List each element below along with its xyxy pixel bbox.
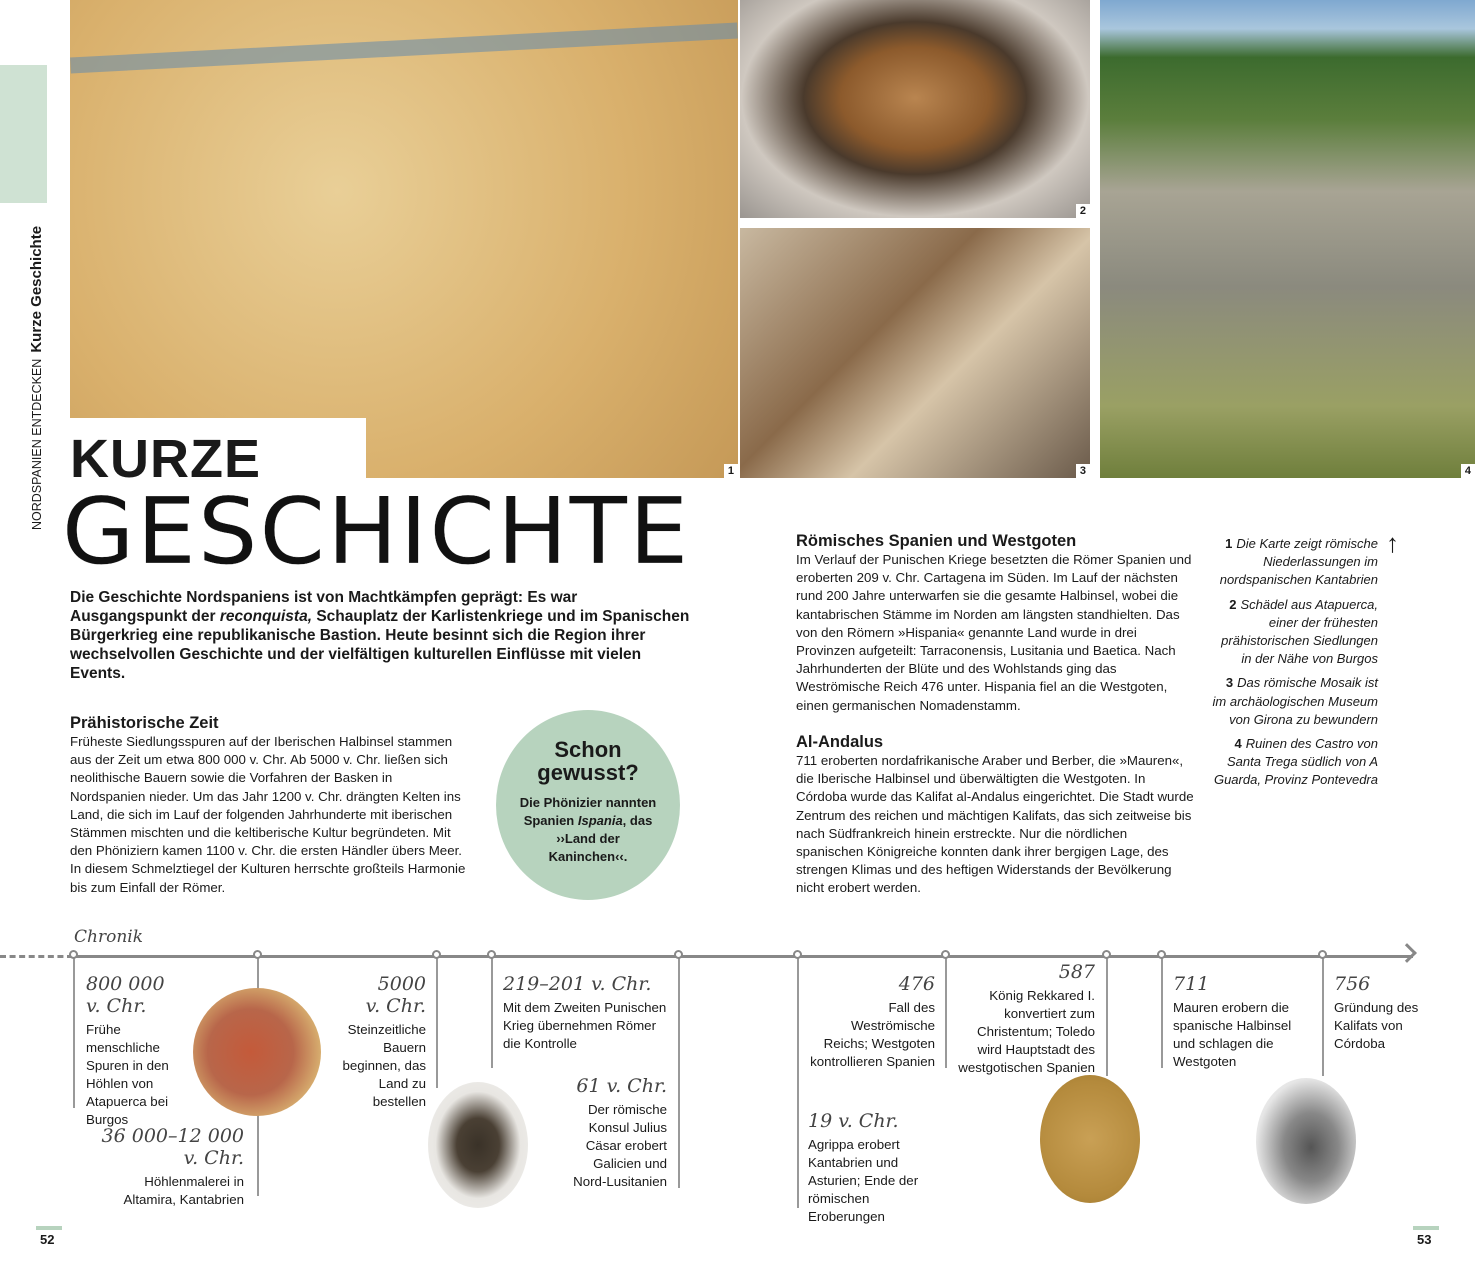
timeline-event: 756 Gründung des Kalifats von Córdoba — [1334, 973, 1419, 1051]
side-label — [28, 226, 45, 530]
portrait-image — [1256, 1078, 1356, 1204]
section-text: Im Verlauf der Punischen Kriege besetzten die Römer Spanien und eroberten 209 v. Chr. Cartagena im Süden. Im Lauf der nächsten rund 200 Jahre unterwarfen sie die gesamte Halbinsel, wobei die kantabrischen Stämme im Norden am längsten standhielten. Das von den Römern »Hispania« genannte Land wurde in drei Provinzen aufgeteilt: Tarraconensis, Lusitania und Baetica. Nach Jahrhunderten der Blüte und des Wohlstands ging das Weströmische Reich 476 unter. Hispania fiel an die Westgoten, einen germanischen Nomadenstamm. — [796, 552, 1192, 713]
caption: 4 Ruinen des Castro von Santa Trega südlich von A Guarda, Provinz Pontevedra — [1213, 736, 1378, 788]
caption: 3 Das römische Mosaik ist im archäologischen Museum von Girona zu bewundern — [1212, 675, 1378, 727]
photo-number: 3 — [1076, 464, 1090, 478]
timeline-event: 219–201 v. Chr. Mit dem Zweiten Punischen Krieg übernehmen Römer die Kontrolle — [503, 973, 667, 1051]
timeline-event: 5000 v. Chr. Steinzeitliche Bauern beginnen, das Land zu bestellen — [342, 973, 426, 1109]
cave-painting-image — [193, 988, 321, 1116]
photo-number: 1 — [724, 464, 738, 478]
arrow-up-icon: ↑ — [1386, 528, 1399, 558]
timeline-event: 19 v. Chr. Agrippa erobert Kantabrien und Asturien; Ende der römischen Eroberungen — [808, 1110, 919, 1224]
photo-map-cantabria — [70, 0, 738, 478]
section-text: 711 eroberten nordafrikanische Araber und Berber, die »Mauren«, die Iberische Halbinsel und überwältigten die Westgoten. In Córdoba wurde das Kalifat al-Andalus eingerichtet. Die Stadt wurde Zentrum des reichen und mächtigen Kalifats, das sich zeitweise bis nach Südfrankreich hinein erstreckte. Nur die nördlichen spanischen Königreiche konnten dank ihrer bergigen Lage, des strengen Klimas und des heftigen Widerstands der Bevölkerung nicht erobert werden. — [796, 753, 1194, 896]
arrow-right-icon — [1397, 943, 1417, 963]
timeline-event: 800 000 v. Chr. Frühe menschliche Spuren in den Höhlen von Atapuerca bei Burgos — [86, 973, 169, 1127]
chapter-label: Kurze Geschichte — [28, 225, 45, 353]
timeline-event: 36 000–12 000 v. Chr. Höhlenmalerei in Altamira, Kantabrien — [101, 1125, 244, 1207]
timeline-axis — [73, 955, 1413, 958]
lead-paragraph: Die Geschichte Nordspaniens ist von Machtkämpfen geprägt: Es war Ausgangspunkt der reconquista, Schauplatz der Karlistenkriege und im Spanischen Bürgerkrieg eine republikanische Bastion. Heute besinnt sich die Region ihrer wechselvollen Geschichte und der vielfältigen kulturellen Einflüsse mit vielen Events. — [70, 589, 690, 682]
section-al-andalus — [796, 733, 1196, 898]
title-line-1: KURZE — [70, 429, 261, 489]
fact-circle — [496, 710, 680, 900]
photo-mosaic — [740, 228, 1090, 478]
timeline-event: 587 König Rekkared I. konvertiert zum Christentum; Toledo wird Hauptstadt des westgotischen Spanien — [958, 961, 1095, 1075]
bronze-figure-image — [428, 1082, 528, 1208]
timeline-dash — [0, 955, 73, 958]
page-number-right: 53 — [1417, 1232, 1432, 1247]
photo-number: 4 — [1461, 464, 1475, 478]
photo-captions — [1210, 535, 1378, 796]
section-prehistoric — [70, 714, 470, 897]
title-line-2: GESCHICHTE — [61, 478, 691, 585]
photo-ruins — [1100, 0, 1475, 478]
timeline-label: Chronik — [74, 927, 144, 947]
section-roman — [796, 532, 1196, 715]
section-label: NORDSPANIEN ENTDECKEN — [30, 358, 44, 530]
timeline-event: 476 Fall des Weströmische Reichs; Westgoten kontrollieren Spanien — [810, 973, 935, 1069]
fact-title: Schon gewusst? — [537, 737, 639, 785]
page-number-left: 52 — [40, 1232, 55, 1247]
caption: 1 Die Karte zeigt römische Niederlassungen im nordspanischen Kantabrien — [1219, 536, 1378, 588]
timeline-event: 61 v. Chr. Der römische Konsul Julius Cäsar erobert Galicien und Nord-Lusitanien — [573, 1075, 667, 1189]
section-heading: Prähistorische Zeit — [70, 714, 219, 732]
chapter-tab — [0, 65, 47, 203]
caption: 2 Schädel aus Atapuerca, einer der frühesten prähistorischen Siedlungen in der Nähe von Burgos — [1221, 596, 1378, 667]
photo-skull — [740, 0, 1090, 218]
photo-number: 2 — [1076, 204, 1090, 218]
section-heading: Al-Andalus — [796, 733, 884, 751]
timeline-event: 711 Mauren erobern die spanische Halbinsel und schlagen die Westgoten — [1173, 973, 1292, 1069]
astrolabe-image — [1040, 1075, 1140, 1203]
fact-text: Die Phönizier nannten Spanien Ispania, das ››Land der Kaninchen‹‹. — [519, 795, 657, 864]
section-heading: Römisches Spanien und Westgoten — [796, 532, 1077, 550]
section-text: Früheste Siedlungsspuren auf der Iberischen Halbinsel stammen aus der Zeit um etwa 800 000 v. Chr. Ab 5000 v. Chr. ließen sich neolithische Bauern sowie die Vorfahren der Basken in Nordspanien nieder. Um das Jahr 1200 v. Chr. drängten Kelten ins Land, die sich im Lauf der folgenden Jahrhunderte mit iberischen Stämmen mischten und die keltiberische Kultur begründeten. Mit den Phöniziern kamen 1100 v. Chr. die ersten Händler übers Meer. In diesem Schmelztiegel der Kulturen herrschte großteils Harmonie bis zum Einfall der Römer. — [70, 734, 466, 895]
